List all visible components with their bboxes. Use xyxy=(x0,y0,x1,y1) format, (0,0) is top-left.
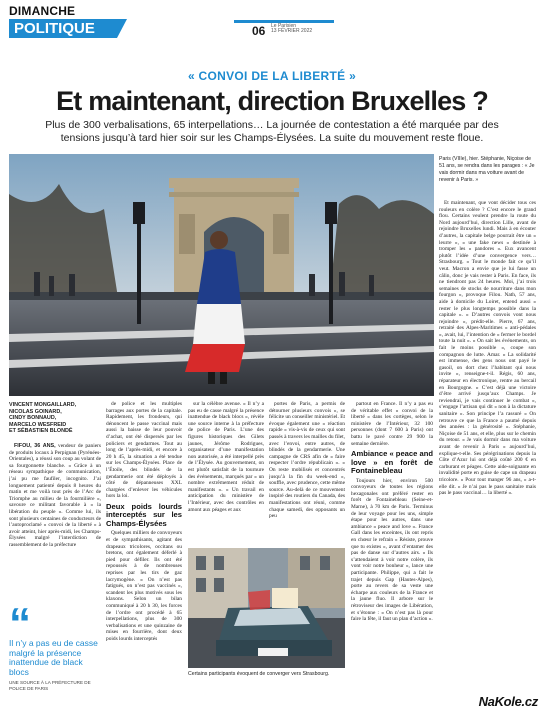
column-a-text: vendeur de paniers de produits locaux à Perpignan (Pyrénées-Orientales), a réussi son coup au volant de sa fourgonnette blanche. « Grâce à un réseau sympathique de communication, j’ai pu me faufiler, incognito. J’ai longuement patienté depuis 8 heures du matin et me voilà tout près de l’Arc de Triomphe au milieu de la fourmilière », savoure ce militant favorable à « la libération du peuple ». Comme lui, ils sont plusieurs centaines de conducteurs de l’autoproclamé « convoi de la liberté » à avoir atteint, hier après-midi, les Champs-Élysées malgré l’interdiction de rassemblement de la préfecture xyxy=(9,443,101,548)
byline-line: ET SÉBASTIEN BLONDÉ xyxy=(9,428,73,435)
column-b-subhead: Deux poids lourds interceptés sur les Champs-Élysées xyxy=(106,501,182,528)
publication-date: 13 FÉVRIER 2022 xyxy=(271,28,313,34)
column-right xyxy=(439,200,536,700)
column-e xyxy=(351,401,433,698)
pull-quote xyxy=(9,599,101,699)
article-standfirst: Plus de 300 verbalisations, 65 interpellations… La journée de contestation a été marquée par des tensions jusqu’à tard hier soir sur les Champs-Élysées. La suite du mouvement reste floue. xyxy=(45,119,499,144)
column-b xyxy=(106,401,182,698)
column-b-text-2: Quelques milliers de convoyeurs et de sympathisants, agitant des drapeaux tricolores, occitans ou bretons, ont également déferlé à pied pour défiler. Ils ont été repoussés à de nombreuses reprises par les tirs de gaz lacrymogène. « On n’est pas fatigués, on n’est pas vaccinés », scandent les plus motivés sous les klaxons. Selon un bilan communiqué à 20 h 30, les forces de l’ordre ont procédé à 65 interpellations, plus de 300 verbalisations et une quinzaine de mises en fourrière, dont deux poids lourds interceptés xyxy=(106,530,182,642)
column-e-subhead: Ambiance « peace and love » en forêt de Fontainebleau xyxy=(351,449,433,476)
publication-info xyxy=(271,24,312,34)
byline-line: CINDY BONNAUD, xyxy=(9,415,57,422)
main-photo-caption: Paris (VIIIe), hier. Stéphanie, Niçoise de 51 ans, se rendra dans les parages : « Je vais dormir dans ma voiture avant de revenir à Paris. » xyxy=(439,156,535,183)
secondary-photo xyxy=(188,548,345,668)
watermark: NaKole.cz xyxy=(478,694,538,709)
byline-line: MARCELO WESFREID xyxy=(9,421,67,428)
arc-de-triomphe-scene xyxy=(9,154,434,396)
column-e-text-2: Toujours hier, environ 500 convoyeurs de toutes les régions hexagonales ont préféré rester en forêt de Fontainebleau (Seine-et-Marne), à 70 km de Paris. Terminus de leur voyage pour les uns, simple étape pour les autres, dans une ambiance « peace and love ». France Gall dans les enceintes, ils ont repris en chœur le refrain « Résiste, prouve que tu existes », avant d’entamer des pas de danse sur d’autres airs. « Ils s’attendaient à voir notre colère, ils vont voir notre bonheur », lance une participante. Philippe, qui a fait le trajet depuis Gap (Hautes-Alpes), porte au revers de sa veste une écharpe aux couleurs de la France et la jaune fluo. Il arbore sur le rétroviseur des images de Libération, et s’étonne : « On n’est pas là pour faire la fête, il faut un plan d’action ». xyxy=(351,477,433,623)
column-e-text: partout en France. Il n’y a pas eu de véritable effet « convoi de la liberté » dans les cortèges, selon le ministère de l’Intérieur, 32 100 personnes (dont 7 600 à Paris) ont battu le pavé contre 29 900 la semaine dernière. xyxy=(351,401,433,447)
column-c xyxy=(188,401,264,541)
secondary-photo-caption: Certains participants évoquent de converger vers Strasbourg. xyxy=(188,671,330,677)
byline xyxy=(9,402,101,435)
byline-line: NICOLAS GOINARD, xyxy=(9,408,62,415)
article-headline: Et maintenant, direction Bruxelles ? xyxy=(56,86,488,116)
page-number: 06 xyxy=(252,24,266,38)
pull-quote-attribution: UNE SOURCE À LA PRÉFECTURE DE POLICE DE PARIS xyxy=(9,680,91,691)
column-d-text: portes de Paris, a permis de détourner plusieurs convois », se félicite un conseiller ministériel. Et évoque également une « réaction rapide » vis-à-vis de ceux qui sont passés à travers les mailles du filet, avec l’envoi, entre autres, de blindés de la gendarmerie. Une campagne de CRS afin de « faire respecter l’ordre républicain ». « On reste mobilisés et concentrés jusqu’à la fin du week-end », souffle, avec prudence, cette même source. Au-delà de ce mouvement inspiré des routiers du Canada, des manifestations ont réuni, comme chaque samedi, des opposants un peu xyxy=(269,401,345,520)
pull-quote-text: Il n’y a pas eu de casse malgré la présence inattendue de black blocs xyxy=(9,638,98,677)
rubric-label: DIMANCHE xyxy=(9,4,76,18)
column-d xyxy=(269,401,345,541)
convoy-car-scene xyxy=(188,548,345,668)
column-right-text: Et maintenant, que vont décider tous ces rouleurs en colère ? C’est encore le grand flou. Certains veulent prendre la route du Nord aujourd’hui, direction Lille, avant de rejoindre Bruxelles lundi. Mais à en écouter d’autres, la capitale belge pourrait être un « leurre », « une fake news » destinée à tromper les « pandores ». Eux avancent plutôt l’idée d’une convergence vers… Strasbourg. « Tout le monde fait ce qu’il veut. Macron a envie que je lui fasse un câlin, donc je vais rester à Paris. En face, ils ne tiendront pas 24 heures. Moi, j’ai trois semaines de stocks de nourriture dans mon fourgon », provoque Filou. Nath, 57 ans, aide à domicile du Loiret, entend aussi « rester le plus longtemps possible dans la capitale ». « D’autres convois vont nous rejoindre », prédit-elle. Pierre, 67 ans, retraité des Alpes-Maritimes « anti-pédales », avait, lui, l’intention de « fermer le bordel toute la nuit ». « On sait les événements, on fait le moins possible », coupe son compagnon de lutte. Amar. « La solidarité est immense, des gens nous ont payé le gasoil, on dort chez l’habitant qui nous invite », renseigne-t-il. Régis, 60 ans, réparateur en électronique, rentre au bercail en Bourgogne. « C’est déjà une victoire d’être arrivé jusqu’aux Champs. Je reviendrai, je vais continuer le combat », s’engage l’artisan qui dit « non à la dictature sanitaire ». Son principe l’a rassuré « On retrouve ce que la France a paumé depuis des années : la générosité ». Stéphanie, Niçoise de 51 ans, et elle, plus sur le chemin du retour. « Je vais dormir dans ma voiture avant de revenir à Paris » aujourd’hui, explique-t-elle. Ses pérégrinations depuis la Côte d’Azur lui ont déjà coûté 200 € en carburant et péages. Cette aide-soignante en invalidité porte en guise de cape un drapeau tricolore. « Pour tout manger 96 ans, » a-t-elle dit. « Je n’ai pas le pass sanitaire mais pas le pass vaccinal… la liberté ». xyxy=(439,200,536,497)
section-tag: POLITIQUE xyxy=(9,19,117,38)
column-b-text: de police et les multiples barrages aux portes de la capitale. Rapidement, les frondeurs, qui dénoncent le passe vaccinal mais aussi la baisse de leur pouvoir d’achat, ont été dispersés par les policiers et gendarmes. Tout au long de l’après-midi, et encore à 20 h 45, la situation a été tendue sur les Champs-Élysées. Place de l’Étoile, des blindés de la gendarmerie ont été déployés à côté de dépanneuses XXL chargées d’enlever les véhicules hors la loi. xyxy=(106,401,182,500)
main-photo xyxy=(9,154,434,396)
publication-name: Le Parisien xyxy=(271,23,297,29)
column-c-text: sur la célèbre avenue. « Il n’y a pas eu de casse malgré la présence inattendue de black blocs », révèle une source interne à la préfecture de police de Paris. L’une des figures historiques des Gilets jaunes, Jérôme Rodrigues, organisateur d’une manifestation non autorisée, a été interpellé près de l’Élysée. Au gouvernement, on est plutôt satisfait de la tournure des événements, marqués par « un nombre extrêmement réduit de manifestants ». « Un travail en anticipation du ministère de l’Intérieur, avec des contrôles en amont aux péages et aux xyxy=(188,401,264,513)
byline-line: VINCENT MONGAILLARD, xyxy=(9,402,77,408)
dateline: FIFOU, 36 ANS, xyxy=(14,443,56,449)
column-a xyxy=(9,443,101,603)
quote-mark-icon: “ xyxy=(9,599,31,648)
column-a-paragraph xyxy=(9,443,101,549)
article-kicker: « CONVOI DE LA LIBERTÉ » xyxy=(187,69,357,83)
